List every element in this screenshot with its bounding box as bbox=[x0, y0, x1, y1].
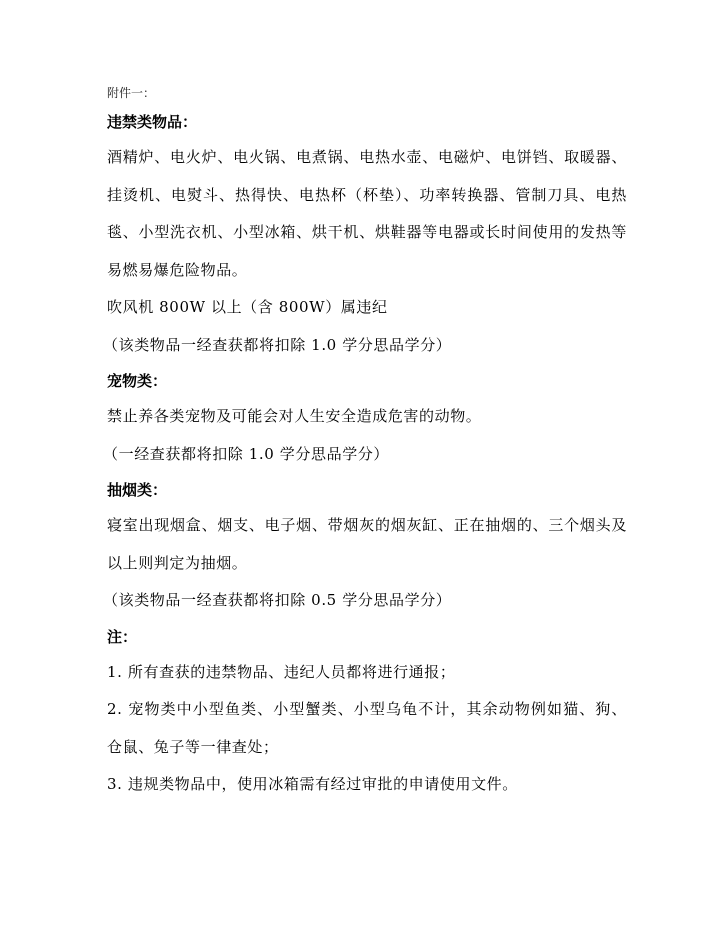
prohibited-penalty: （该类物品一经查获都将扣除 1.0 学分思品学分） bbox=[103, 335, 452, 354]
prohibited-items-text: 酒精炉、电火炉、电火锅、电煮锅、电热水壶、电磁炉、电饼铛、取暖器、挂烫机、电熨斗、热得快、电热杯（杯垫）、功率转换器、管制刀具、电热毯、小型洗衣机、小型冰箱、烘干机、烘鞋器等电器或长时间使用的发热等易燃易爆危险物品。 bbox=[107, 148, 627, 279]
smoking-heading: 抽烟类： bbox=[107, 481, 168, 499]
attachment-label: 附件一： bbox=[107, 86, 156, 100]
note-item-3: 3. 违规类物品中，使用冰箱需有经过审批的申请使用文件。 bbox=[107, 775, 518, 793]
smoking-rule-text: 寝室出现烟盒、烟支、电子烟、带烟灰的烟灰缸、正在抽烟的、三个烟头及以上则判定为抽烟。 bbox=[107, 516, 627, 572]
document-body bbox=[103, 84, 627, 804]
note-item-1: 1. 所有查获的违禁物品、违纪人员都将进行通报； bbox=[107, 662, 456, 681]
pets-heading: 宠物类： bbox=[107, 372, 168, 390]
pets-rule-text: 禁止养各类宠物及可能会对人生安全造成危害的动物。 bbox=[107, 407, 482, 425]
notes-heading: 注： bbox=[107, 627, 138, 646]
hair-dryer-rule: 吹风机 800W 以上（含 800W）属违纪 bbox=[107, 298, 388, 316]
pets-penalty: （一经查获都将扣除 1.0 学分思品学分） bbox=[103, 444, 389, 463]
smoking-penalty: （该类物品一经查获都将扣除 0.5 学分思品学分） bbox=[103, 591, 452, 609]
prohibited-heading: 违禁类物品： bbox=[107, 113, 198, 131]
note-item-2: 2. 宠物类中小型鱼类、小型蟹类、小型乌龟不计，其余动物例如猫、狗、仓鼠、兔子等一律查处； bbox=[107, 700, 627, 756]
